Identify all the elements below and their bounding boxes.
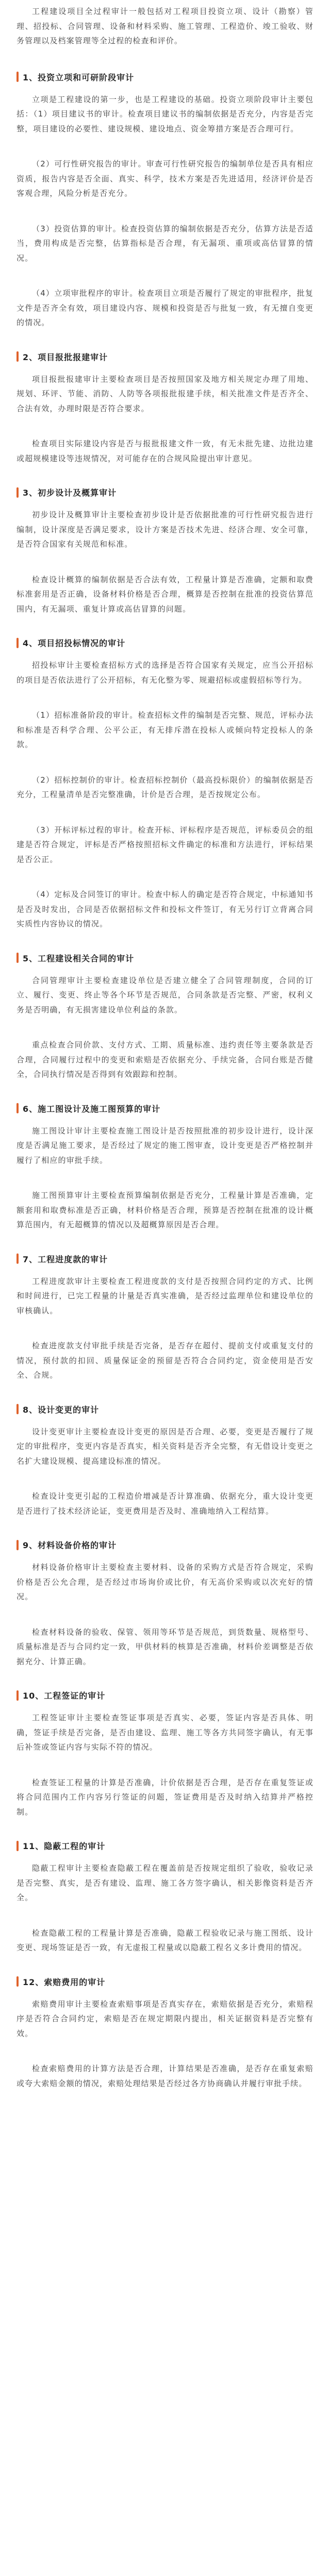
- intro-paragraph: 工程建设项目全过程审计一般包括对工程项目投资立项、设计（勘察）管理、招投标、合同管理、设备和材料采购、施工管理、工程造价、竣工验收、财务管理以及档案管理等全过程的检查和评价。: [16, 7, 314, 45]
- section-paragraph: 招投标审计主要检查招标方式的选择是否符合国家有关规定，应当公开招标的项目是否依法进行了公开招标，有无化整为零、规避招标或虚假招标等行为。: [16, 660, 314, 685]
- section-heading: [16, 1689, 314, 1701]
- section-paragraph: 检查进度款支付审批手续是否完备，是否存在超付、提前支付或重复支付的情况，预付款的扣回、质量保证金的预留是否符合合同约定，资金使用是否安全、合规。: [16, 1341, 314, 1380]
- section-paragraph: 检查设计变更引起的工程造价增减是否计算准确、依据充分，重大设计变更是否进行了技术经济论证，变更费用是否及时、准确地纳入工程结算。: [16, 1492, 314, 1516]
- heading-accent-bar: [16, 1103, 19, 1113]
- section: [16, 1539, 314, 1669]
- section-paragraph: 重点检查合同价款、支付方式、工期、质量标准、违约责任等主要条款是否合理，合同履行过程中的变更和索赔是否依据充分、手续完备，合同台账是否健全，合同执行情况是否得到有效跟踪和控制。: [16, 1040, 314, 1079]
- section-heading: [16, 952, 314, 964]
- section-heading: [16, 71, 314, 83]
- section: [16, 1403, 314, 1519]
- section-paragraph: 检查材料设备的验收、保管、领用等环节是否规范，到货数量、规格型号、质量标准是否与合同约定一致，甲供材料的核算是否准确，材料价差调整是否依据充分、计算正确。: [16, 1627, 314, 1666]
- section: [16, 1840, 314, 1955]
- section-title: 5、工程建设相关合同的审计: [23, 953, 135, 963]
- section-heading: [16, 1539, 314, 1551]
- section-title: 3、初步设计及概算审计: [23, 488, 117, 498]
- section: [16, 1253, 314, 1383]
- section-title: 9、材料设备价格的审计: [23, 1540, 117, 1550]
- section-title: 10、工程签证的审计: [23, 1691, 106, 1701]
- section-paragraph: （4）定标及合同签订的审计。检查中标人的确定是否符合规定，中标通知书是否及时发出，合同是否依据招标文件和投标文件签订，有无另行订立背离合同实质性内容协议的情况。: [16, 890, 314, 928]
- section-paragraph: 立项是工程建设的第一步，也是工程建设的基础。投资立项阶段审计主要包括：（1）项目建议书的审计。检查项目建议书的编制依据是否充分，内容是否完整，项目建设的必要性、建设规模、建设地点、资金筹措方案是否合理可行。: [16, 94, 314, 133]
- section-title: 8、设计变更的审计: [23, 1404, 100, 1415]
- heading-accent-bar: [16, 1540, 19, 1550]
- section-heading: [16, 1976, 314, 1988]
- heading-accent-bar: [16, 1976, 19, 1987]
- section-paragraph: （2）招标控制价的审计。检查招标控制价（最高投标限价）的编制依据是否充分，工程量清单是否完整准确，计价是否合理，是否按规定公布。: [16, 775, 314, 799]
- heading-accent-bar: [16, 72, 19, 82]
- section-paragraph: 项目报批报建审计主要检查项目是否按照国家及地方相关规定办理了用地、规划、环评、节能、消防、人防等各项报批报建手续，相关批准文件是否齐全、合法有效，办理时限是否符合要求。: [16, 374, 314, 413]
- heading-accent-bar: [16, 487, 19, 498]
- section-paragraph: 检查设计概算的编制依据是否合法有效，工程量计算是否准确，定额和取费标准套用是否正确，设备材料价格是否合理，概算是否控制在批准的投资估算范围内，有无漏项、重复计算或高估冒算的问题。: [16, 574, 314, 614]
- section-paragraph: 初步设计及概算审计主要检查初步设计是否依据批准的可行性研究报告进行编制，设计深度是否满足要求，设计方案是否技术先进、经济合理、安全可靠，是否符合国家有关规范和标准。: [16, 510, 314, 549]
- section-title: 11、隐蔽工程的审计: [23, 1841, 106, 1851]
- section-heading: [16, 1103, 314, 1114]
- section-paragraph: 检查签证工程量的计算是否准确，计价依据是否合理，是否存在重复签证或将合同范围内工作内容另行签证的问题，签证费用是否及时纳入结算并严格控制。: [16, 1777, 314, 1817]
- section-paragraph: 检查项目实际建设内容是否与报批报建文件一致，有无未批先建、边批边建或超规模建设等违规情况，对可能存在的合规风险提出审计意见。: [16, 439, 314, 463]
- section-paragraph: 工程进度款审计主要检查工程进度款的支付是否按照合同约定的方式、比例和时间进行，已完工程量的计量是否真实准确，是否经过监理单位和建设单位的审核确认。: [16, 1276, 314, 1315]
- section-paragraph: 材料设备价格审计主要检查主要材料、设备的采购方式是否符合规定，采购价格是否公允合理，是否经过市场询价或比价，有无高价采购或以次充好的情况。: [16, 1563, 314, 1601]
- section: [16, 351, 314, 466]
- section-paragraph: 设计变更审计主要检查设计变更的原因是否合理、必要，变更是否履行了规定的审批程序，变更内容是否真实，相关资料是否齐全完整，有无借设计变更之名扩大建设规模、提高建设标准的情况。: [16, 1427, 314, 1466]
- section-paragraph: 施工图设计审计主要检查施工图设计是否按照批准的初步设计进行，设计深度是否满足施工要求，是否经过了规定的施工图审查，设计变更是否严格控制并履行了相应的审批手续。: [16, 1126, 314, 1165]
- section-heading: [16, 351, 314, 363]
- section-paragraph: 检查隐蔽工程的工程量计算是否准确，隐蔽工程验收记录与施工图纸、设计变更、现场签证是否一致，有无虚报工程量或以隐蔽工程名义多计费用的情况。: [16, 1928, 314, 1952]
- section-heading: [16, 1253, 314, 1265]
- section: [16, 1689, 314, 1819]
- section: [16, 71, 314, 330]
- section-paragraph: 隐蔽工程审计主要检查隐蔽工程在覆盖前是否按规定组织了验收，验收记录是否完整、真实，是否有建设、监理、施工各方签字确认，相关影像资料是否齐全。: [16, 1863, 314, 1902]
- section-paragraph: 施工图预算审计主要检查预算编制依据是否充分，工程量计算是否准确，定额套用和取费标准是否正确，材料价格是否合理，预算是否控制在批准的设计概算范围内，有无超概算的情况以及超概算原因是否合理。: [16, 1191, 314, 1229]
- heading-accent-bar: [16, 1841, 19, 1851]
- section-heading: [16, 637, 314, 649]
- section-paragraph: （1）招标准备阶段的审计。检查招标文件的编制是否完整、规范，评标办法和标准是否科学合理、公平公正，有无排斥潜在投标人或倾向特定投标人的条款。: [16, 710, 314, 749]
- section-title: 4、项目招投标情况的审计: [23, 638, 126, 648]
- section-paragraph: （2）可行性研究报告的审计。审查可行性研究报告的编制单位是否具有相应资质，报告内容是否全面、真实、科学，技术方案是否先进适用，经济评价是否客观合理，风险分析是否充分。: [16, 159, 314, 198]
- section-paragraph: （3）投资估算的审计。检查投资估算的编制依据是否充分，估算方法是否适当，费用构成是否完整，估算指标是否合理，有无漏项、重项或高估冒算的情况。: [16, 224, 314, 263]
- section-paragraph: 索赔费用审计主要检查索赔事项是否真实存在，索赔依据是否充分，索赔程序是否符合合同约定，索赔是否在规定期限内提出，相关证据资料是否完整有效。: [16, 1999, 314, 2038]
- section-title: 7、工程进度款的审计: [23, 1254, 108, 1264]
- section-title: 6、施工图设计及施工图预算的审计: [23, 1104, 161, 1114]
- heading-accent-bar: [16, 1404, 19, 1414]
- section: [16, 1103, 314, 1232]
- section-title: 12、索赔费用的审计: [23, 1977, 106, 1987]
- heading-accent-bar: [16, 1690, 19, 1701]
- section-title: 1、投资立项和可研阶段审计: [23, 72, 135, 82]
- section-heading: [16, 1840, 314, 1852]
- heading-accent-bar: [16, 953, 19, 963]
- heading-accent-bar: [16, 351, 19, 362]
- section-heading: [16, 1403, 314, 1415]
- section-paragraph: （4）立项审批程序的审计。检查项目立项是否履行了规定的审批程序，批复文件是否齐全有效，项目建设内容、规模和投资是否与批复一致，有无擅自变更的情况。: [16, 289, 314, 327]
- section-paragraph: 检查索赔费用的计算方法是否合理，计算结果是否准确，是否存在重复索赔或夸大索赔金额的情况，索赔处理结果是否经过各方协商确认并履行审批手续。: [16, 2064, 314, 2088]
- heading-accent-bar: [16, 1253, 19, 1264]
- section-paragraph: 工程签证审计主要检查签证事项是否真实、必要，签证内容是否具体、明确，签证手续是否完备，是否由建设、监理、施工等各方共同签字确认，有无事后补签或签证内容与实际不符的情况。: [16, 1713, 314, 1752]
- section-heading: [16, 486, 314, 498]
- section: [16, 1976, 314, 2091]
- section: [16, 637, 314, 931]
- heading-accent-bar: [16, 638, 19, 648]
- section-paragraph: 合同管理审计主要检查建设单位是否建立健全了合同管理制度，合同的订立、履行、变更、终止等各个环节是否规范，合同条款是否完整、严密，权利义务是否明确，有无损害建设单位利益的条款。: [16, 975, 314, 1014]
- section-paragraph: （3）开标评标过程的审计。检查开标、评标程序是否规范，评标委员会的组建是否符合规定，评标是否严格按照招标文件确定的标准和方法进行，评标结果是否公正。: [16, 825, 314, 864]
- section: [16, 486, 314, 616]
- section-title: 2、项目报批报建审计: [23, 352, 108, 362]
- section: [16, 952, 314, 1082]
- sections-container: [16, 71, 314, 2091]
